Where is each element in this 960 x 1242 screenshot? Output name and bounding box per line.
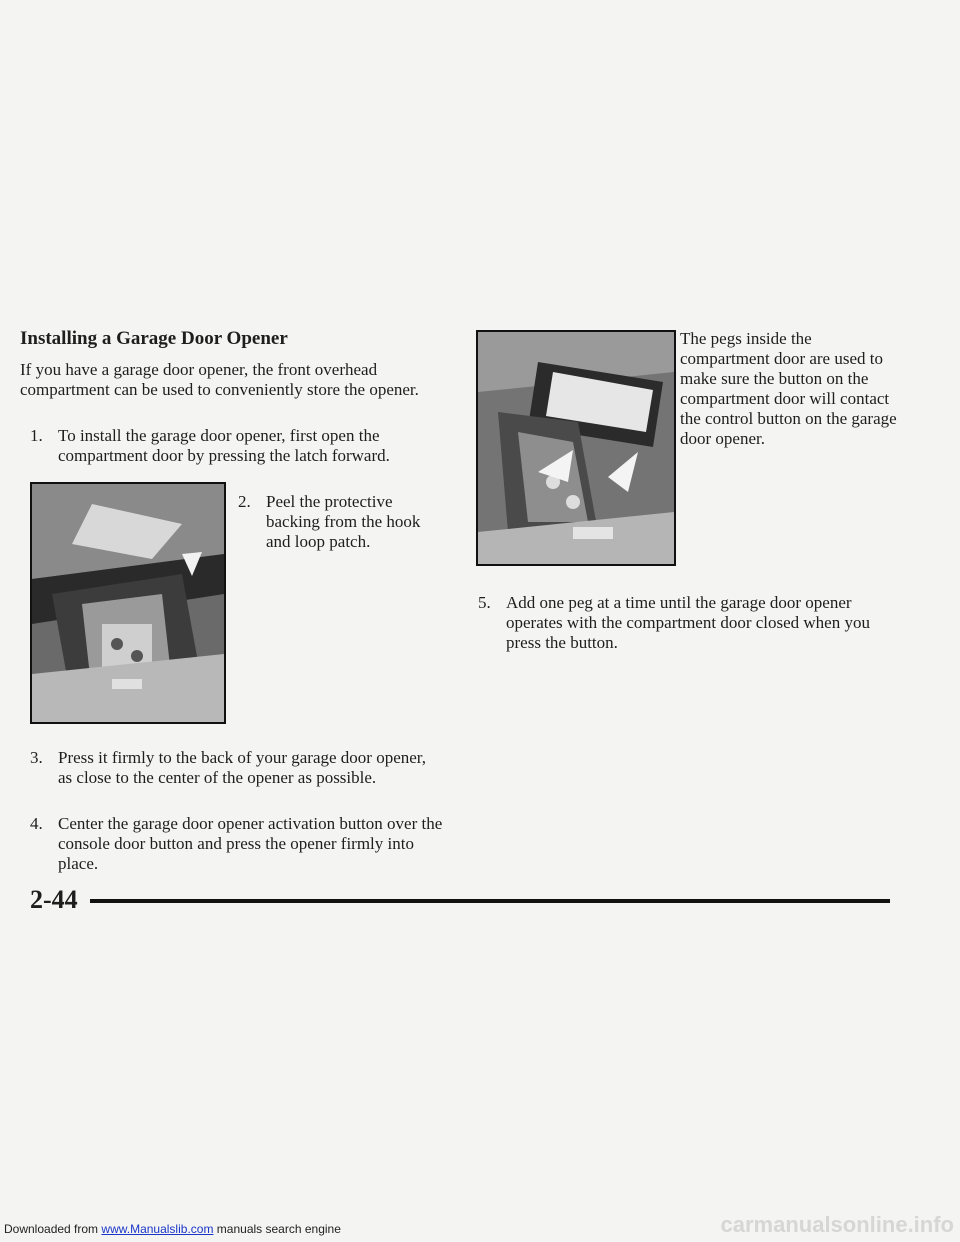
photo-compartment-pegs	[476, 330, 676, 566]
step-4	[30, 814, 450, 874]
step-number: 2.	[238, 492, 251, 511]
step-5	[478, 593, 898, 653]
step-3	[30, 748, 440, 788]
footer-prefix: Downloaded from	[4, 1222, 99, 1236]
step-text: To install the garage door opener, first open the compartment door by pressing the latch forward.	[58, 426, 390, 465]
photo-compartment-open-image	[32, 484, 224, 722]
pegs-note: The pegs inside the compartment door are used to make sure the button on the compartment door will contact the control button on the garage door opener.	[680, 329, 897, 448]
section-title: Installing a Garage Door Opener	[20, 328, 288, 349]
page-rule	[90, 899, 890, 903]
step-text: Add one peg at a time until the garage door opener operates with the compartment door closed when you press the button.	[506, 593, 870, 652]
step-number: 1.	[30, 426, 43, 445]
step-number: 5.	[478, 593, 491, 612]
step-text: Press it firmly to the back of your garage door opener, as close to the center of the opener as possible.	[58, 748, 427, 787]
step-text: Peel the protective backing from the hook and loop patch.	[266, 492, 421, 551]
watermark-text: carmanualsonline.info	[720, 1212, 954, 1237]
download-footer	[4, 1222, 341, 1236]
intro-paragraph: If you have a garage door opener, the front overhead compartment can be used to conveniently store the opener.	[20, 360, 419, 399]
step-text: Center the garage door opener activation button over the console door button and press the opener firmly into place.	[58, 814, 443, 873]
photo-hook-loop-patch	[30, 482, 226, 724]
manualslib-link[interactable]: www.Manualslib.com	[101, 1222, 214, 1236]
step-1	[30, 426, 440, 466]
footer-suffix: manuals search engine	[216, 1222, 341, 1236]
step-2	[238, 492, 438, 552]
step-number: 4.	[30, 814, 43, 833]
page-number: 2-44	[30, 885, 78, 914]
step-number: 3.	[30, 748, 43, 767]
photo-pegs-image	[478, 332, 674, 564]
